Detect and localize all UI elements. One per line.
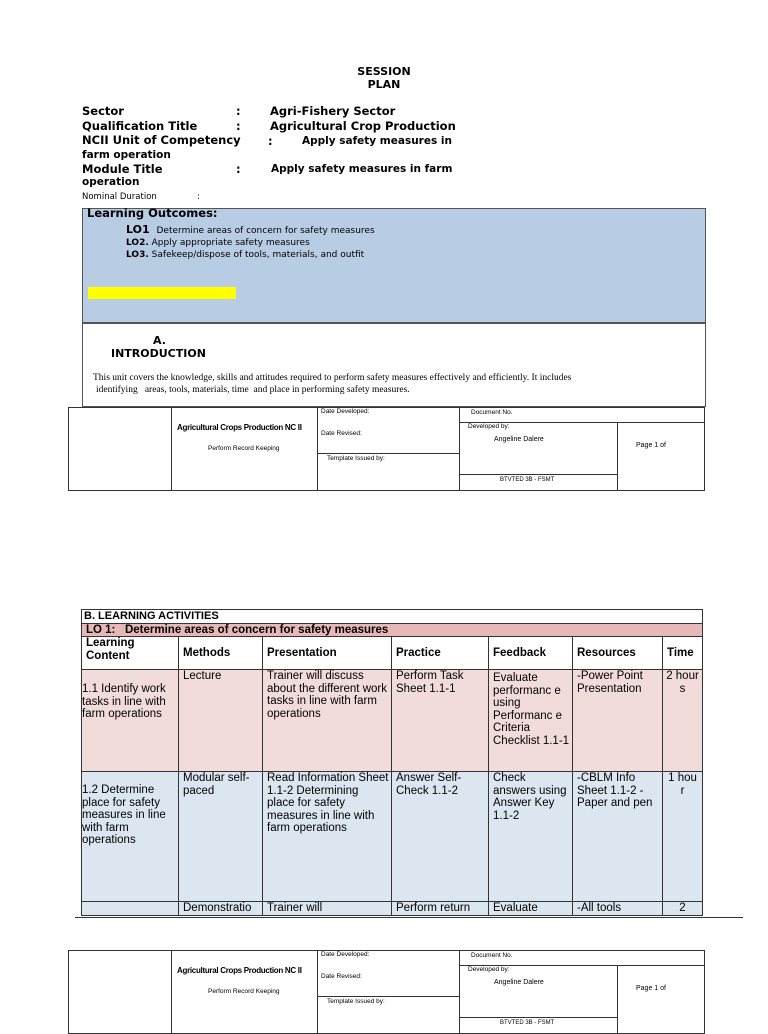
col-feedback: Feedback	[489, 637, 573, 670]
outcome-3	[126, 250, 364, 260]
footer-date-developed: Date Developed:	[321, 951, 370, 958]
module-value: Apply safety measures in farm	[271, 163, 453, 175]
footer-developer: Angeline Dalere	[494, 436, 544, 443]
unit-colon: :	[268, 134, 273, 148]
cell-feedback: Evaluate	[489, 902, 573, 916]
module-value-cont: operation	[82, 176, 140, 188]
table-row	[82, 772, 703, 902]
module-label: Module Title	[82, 162, 163, 176]
footer-page: Page 1 of	[636, 985, 666, 992]
cell-resources: -Power Point Presentation	[573, 670, 663, 772]
cell-time: 2	[663, 902, 703, 916]
title-line-1: SESSION	[357, 65, 411, 78]
footer-table	[68, 950, 705, 1034]
page-title	[0, 65, 768, 91]
title-line-2: PLAN	[367, 78, 401, 91]
outcome-1	[126, 223, 375, 236]
qualification-value: Agricultural Crop Production	[270, 119, 456, 133]
footer-date-revised: Date Revised:	[321, 973, 362, 980]
col-presentation: Presentation	[263, 637, 392, 670]
qualification-colon: :	[236, 119, 241, 133]
outcome-1-text: Determine areas of concern for safety measures	[156, 226, 375, 236]
footer-course: Agricultural Crops Production NC II	[177, 966, 302, 975]
footer-sub: Perform Record Keeping	[208, 988, 280, 995]
outcome-3-code: LO3.	[126, 250, 149, 260]
unit-value: Apply safety measures in	[302, 135, 452, 147]
sector-value: Agri-Fishery Sector	[270, 104, 396, 118]
outcome-2-code: LO2.	[126, 238, 149, 248]
cell-practice: Perform Task Sheet 1.1-1	[392, 670, 489, 772]
footer-code: BTVTED 3B - FSMT	[500, 477, 555, 483]
unit-label: NCII Unit of Competency	[82, 133, 241, 147]
learning-activities-table	[81, 609, 703, 916]
footer-date-revised: Date Revised:	[321, 430, 362, 437]
footer-sub: Perform Record Keeping	[208, 445, 280, 452]
cell-methods: Modular self-paced	[179, 772, 263, 902]
lo1-label: LO 1: Determine areas of concern for safety measures	[86, 623, 389, 636]
col-practice: Practice	[392, 637, 489, 670]
footer-page: Page 1 of	[636, 442, 666, 449]
col-resources: Resources	[573, 637, 663, 670]
cell-practice: Perform return	[392, 902, 489, 916]
footer-date-developed: Date Developed:	[321, 408, 370, 415]
cell-methods: Lecture	[179, 670, 263, 772]
cell-presentation: Trainer will discuss about the different work tasks in line with farm operations	[263, 670, 392, 772]
footer-document-no: Document No.	[471, 409, 513, 416]
footer-template-issued: Template Issued by:	[327, 998, 385, 1005]
nominal-duration-colon: :	[197, 192, 200, 202]
learning-outcomes-heading: Learning Outcomes:	[87, 206, 218, 220]
cell-resources: -All tools	[573, 902, 663, 916]
cell-presentation: Read Information Sheet 1.1-2 Determining place for safety measures in line with farm operations	[263, 772, 392, 902]
footer-course: Agricultural Crops Production NC II	[177, 423, 302, 432]
nominal-duration-label: Nominal Duration	[82, 192, 157, 202]
table-row	[82, 670, 703, 772]
footer-developed-by: Developed by:	[468, 423, 510, 430]
col-learning-content: Learning Content	[82, 637, 179, 670]
activities-heading: B. LEARNING ACTIVITIES	[82, 610, 703, 624]
cell-practice: Answer Self- Check 1.1-2	[392, 772, 489, 902]
cell-time: 1 hou r	[663, 772, 703, 902]
footer-document-no: Document No.	[471, 952, 513, 959]
intro-heading: INTRODUCTION	[111, 347, 206, 360]
page-break-line	[75, 917, 743, 918]
outcome-1-code: LO1	[126, 223, 150, 236]
col-methods: Methods	[179, 637, 263, 670]
cell-feedback: Check answers using Answer Key 1.1-2	[489, 772, 573, 902]
intro-letter: A.	[153, 334, 166, 347]
footer-developed-by: Developed by:	[468, 966, 510, 973]
outcome-2	[126, 238, 310, 248]
cell-presentation: Trainer will	[263, 902, 392, 916]
col-time: Time	[663, 637, 703, 670]
cell-resources: -CBLM Info Sheet 1.1-2 -Paper and pen	[573, 772, 663, 902]
unit-value-cont: farm operation	[82, 149, 171, 161]
introduction-box	[82, 323, 706, 407]
cell-time: 2 hour s	[663, 670, 703, 772]
footer-code: BTVTED 3B - FSMT	[500, 1020, 555, 1026]
lo1-row	[82, 623, 703, 637]
footer-table	[68, 407, 705, 491]
cell-content	[82, 902, 179, 916]
table-row	[82, 902, 703, 916]
intro-line-1: This unit covers the knowledge, skills and attitudes required to perform safety measures effectively and efficiently. It includes	[93, 373, 572, 383]
cell-content: 1.1 Identify work tasks in line with farm operations	[82, 670, 179, 772]
learning-outcomes-box	[82, 208, 706, 323]
outcome-3-text: Safekeep/dispose of tools, materials, and outfit	[151, 250, 365, 260]
footer-template-issued: Template Issued by:	[327, 455, 385, 462]
sector-colon: :	[236, 104, 241, 118]
yellow-highlight-bar	[88, 287, 236, 299]
intro-line-2: identifying areas, tools, materials, time and place in performing safety measures.	[96, 385, 410, 395]
sector-label: Sector	[82, 104, 124, 118]
cell-methods: Demonstratio	[179, 902, 263, 916]
module-colon: :	[236, 162, 241, 176]
footer-developer: Angeline Dalere	[494, 979, 544, 986]
cell-feedback: Evaluate performanc e using Performanc e Criteria Checklist 1.1-1	[489, 670, 573, 772]
cell-content: 1.2 Determine place for safety measures in line with farm operations	[82, 772, 179, 902]
qualification-label: Qualification Title	[82, 119, 198, 133]
outcome-2-text: Apply appropriate safety measures	[151, 238, 310, 248]
